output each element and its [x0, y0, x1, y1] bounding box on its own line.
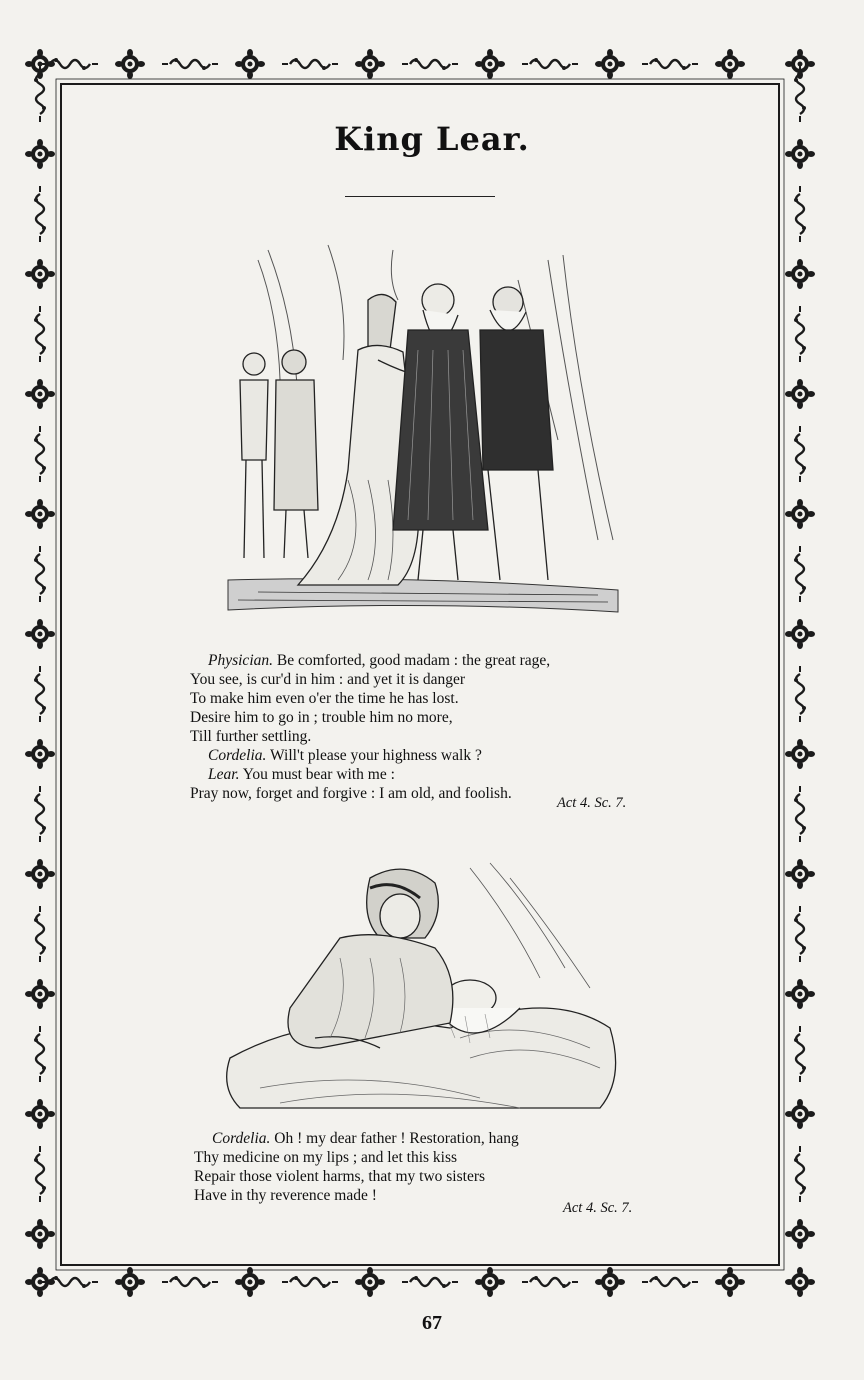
scroll-ornament	[34, 66, 46, 122]
act-reference: Act 4. Sc. 7.	[557, 795, 627, 811]
scroll-ornament	[794, 1026, 806, 1082]
verse-line: Repair those violent harms, that my two sisters	[194, 1168, 486, 1185]
rosette-ornament	[25, 859, 55, 889]
corner-rosette-ornament	[785, 1267, 815, 1297]
act-reference: Act 4. Sc. 7.	[563, 1200, 633, 1216]
scroll-ornament	[794, 1146, 806, 1202]
rosette-ornament	[785, 1099, 815, 1129]
scroll-ornament	[34, 906, 46, 962]
verse-line: Thy medicine on my lips ; and let this kiss	[194, 1149, 458, 1166]
verse-line: To make him even o'er the time he has lost.	[190, 690, 459, 707]
rosette-ornament	[355, 49, 385, 79]
scroll-ornament	[34, 186, 46, 242]
scroll-ornament	[34, 546, 46, 602]
scroll-ornament	[642, 58, 698, 70]
rosette-ornament	[355, 1267, 385, 1297]
rosette-ornament	[235, 1267, 265, 1297]
scroll-ornament	[34, 666, 46, 722]
verse-line: Cordelia. Will't please your highness walk ?	[208, 747, 482, 764]
scroll-ornament	[522, 58, 578, 70]
rosette-ornament	[715, 49, 745, 79]
scroll-ornament	[42, 1276, 98, 1288]
scroll-ornament	[162, 1276, 218, 1288]
engraving-cordelia-kneeling-scene	[220, 858, 625, 1120]
scroll-ornament	[34, 426, 46, 482]
scroll-ornament	[34, 1146, 46, 1202]
rosette-ornament	[25, 259, 55, 289]
verse-line: Lear. You must bear with me :	[208, 766, 395, 783]
verse-line: Pray now, forget and forgive : I am old, and foolish.	[190, 785, 512, 802]
rosette-ornament	[785, 739, 815, 769]
scroll-ornament	[794, 426, 806, 482]
scroll-ornament	[794, 906, 806, 962]
scroll-ornament	[162, 58, 218, 70]
rosette-ornament	[235, 49, 265, 79]
rosette-ornament	[25, 499, 55, 529]
scroll-ornament	[794, 786, 806, 842]
scroll-ornament	[794, 66, 806, 122]
verse-line: You see, is cur'd in him : and yet it is danger	[190, 671, 466, 688]
rosette-ornament	[475, 1267, 505, 1297]
rosette-ornament	[115, 1267, 145, 1297]
verse-line: Physician. Be comforted, good madam : the great rage,	[208, 652, 551, 669]
rosette-ornament	[25, 379, 55, 409]
rosette-ornament	[785, 379, 815, 409]
scroll-ornament	[794, 546, 806, 602]
rosette-ornament	[785, 499, 815, 529]
rosette-ornament	[785, 859, 815, 889]
title-rule	[345, 196, 495, 197]
scroll-ornament	[402, 58, 458, 70]
rosette-ornament	[475, 49, 505, 79]
rosette-ornament	[785, 979, 815, 1009]
rosette-ornament	[25, 619, 55, 649]
rosette-ornament	[785, 259, 815, 289]
rosette-ornament	[115, 49, 145, 79]
rosette-ornament	[785, 619, 815, 649]
rosette-ornament	[25, 979, 55, 1009]
rosette-ornament	[25, 1219, 55, 1249]
rosette-ornament	[595, 1267, 625, 1297]
rosette-ornament	[25, 1099, 55, 1129]
scroll-ornament	[282, 58, 338, 70]
scroll-ornament	[794, 306, 806, 362]
verse-block-1	[190, 651, 550, 803]
rosette-ornament	[715, 1267, 745, 1297]
scroll-ornament	[522, 1276, 578, 1288]
scroll-ornament	[282, 1276, 338, 1288]
verse-line: Have in thy reverence made !	[194, 1187, 377, 1204]
verse-block-2	[194, 1129, 519, 1205]
verse-line: Till further settling.	[190, 728, 312, 745]
scroll-ornament	[42, 58, 98, 70]
rosette-ornament	[25, 739, 55, 769]
verse-line: Desire him to go in ; trouble him no more,	[190, 709, 453, 726]
scroll-ornament	[402, 1276, 458, 1288]
scroll-ornament	[642, 1276, 698, 1288]
scroll-ornament	[34, 306, 46, 362]
scroll-ornament	[794, 666, 806, 722]
rosette-ornament	[595, 49, 625, 79]
play-title: King Lear.	[334, 120, 530, 158]
rosette-ornament	[785, 1219, 815, 1249]
scroll-ornament	[794, 186, 806, 242]
page-number: 67	[422, 1312, 442, 1334]
scroll-ornament	[34, 786, 46, 842]
engraving-lear-cordelia-scene	[218, 240, 630, 620]
scroll-ornament	[34, 1026, 46, 1082]
verse-line: Cordelia. Oh ! my dear father ! Restoration, hang	[212, 1130, 519, 1147]
